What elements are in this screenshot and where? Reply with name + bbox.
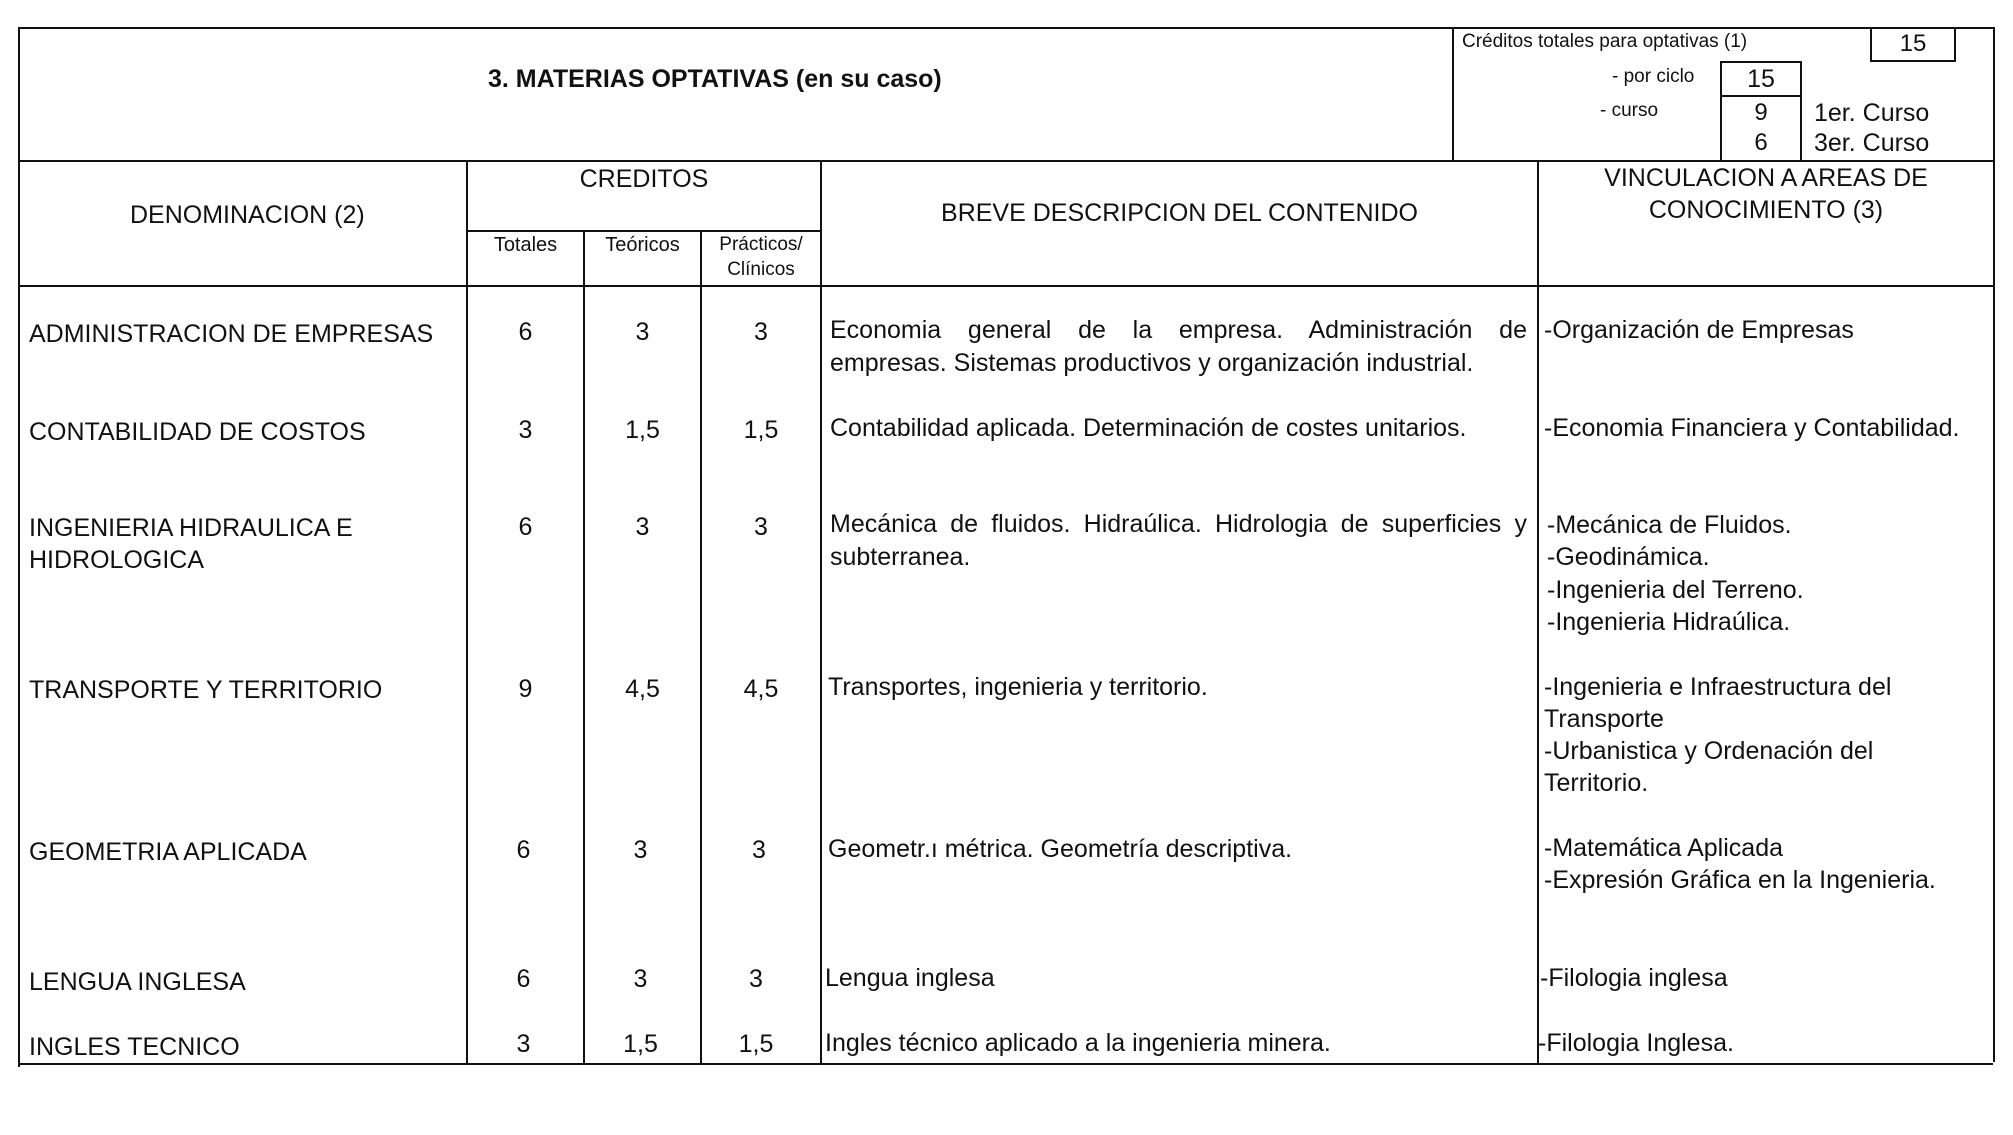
col-divider-4 (820, 160, 822, 1065)
row-6-teoricos: 3 (633, 965, 648, 993)
left-border (18, 27, 20, 1067)
row-1-denominacion: ADMINISTRACION DE EMPRESAS (29, 320, 434, 348)
col-header-clinicos: Clínicos (727, 259, 795, 280)
row-4-area-3: -Urbanistica y Ordenación del (1544, 737, 1874, 765)
col-header-denominacion: DENOMINACION (2) (130, 201, 365, 229)
row-4-totales: 9 (518, 675, 533, 703)
por-ciclo-label: - por ciclo (1612, 66, 1695, 87)
header-divider (1452, 27, 1454, 162)
column-header-bottom-line (18, 285, 1994, 287)
curso-label-1: 1er. Curso (1814, 99, 1930, 127)
row-2-teoricos: 1,5 (625, 416, 660, 444)
creditos-totales-value: 15 (1899, 30, 1927, 57)
row-1-teoricos: 3 (635, 318, 650, 346)
row-5-totales: 6 (516, 836, 531, 864)
row-6-practicos: 3 (749, 965, 763, 993)
por-ciclo-value: 15 (1747, 65, 1775, 93)
curso-value-2: 6 (1754, 129, 1768, 156)
row-6-totales: 6 (516, 965, 531, 993)
row-7-teoricos: 1,5 (623, 1030, 658, 1058)
top-border (18, 27, 1994, 29)
row-4-teoricos: 4,5 (625, 675, 660, 703)
row-7-denominacion: INGLES TECNICO (29, 1033, 240, 1061)
row-1-totales: 6 (518, 318, 533, 346)
row-4-denominacion: TRANSPORTE Y TERRITORIO (29, 676, 383, 704)
row-4-area-2: Transporte (1544, 705, 1664, 733)
creditos-totales-label: Créditos totales para optativas (1) (1462, 31, 1748, 52)
row-3-area-4: -Ingenieria Hidraúlica. (1547, 608, 1791, 636)
row-3-area-2: -Geodinámica. (1547, 543, 1710, 571)
row-5-teoricos: 3 (633, 836, 648, 864)
row-2-descripcion: Contabilidad aplicada. Determinación de costes unitarios. (830, 414, 1467, 442)
col-header-vinculacion-1: VINCULACION A AREAS DE (1604, 164, 1928, 192)
col-divider-1 (466, 160, 468, 1065)
row-2-totales: 3 (518, 416, 533, 444)
col-header-teoricos: Teóricos (605, 234, 680, 256)
curso-value-1: 9 (1754, 99, 1768, 126)
col-header-creditos: CREDITOS (579, 165, 709, 193)
row-3-descripcion: Mecánica de fluidos. Hidraúlica. Hidrologia de superficies y subterranea. (830, 510, 1527, 571)
row-3-denominacion: INGENIERIA HIDRAULICA E HIDROLOGICA (29, 514, 353, 574)
row-4-practicos: 4,5 (743, 675, 779, 703)
row-3-totales: 6 (518, 513, 533, 541)
row-5-practicos: 3 (752, 836, 766, 864)
row-5-area-2: -Expresión Gráfica en la Ingenieria. (1544, 866, 1936, 894)
row-1-area-1: -Organización de Empresas (1544, 316, 1854, 344)
col-header-vinculacion-2: CONOCIMIENTO (3) (1648, 196, 1884, 224)
row-3-teoricos: 3 (635, 513, 650, 541)
row-6-denominacion: LENGUA INGLESA (29, 968, 246, 996)
row-6-descripcion: Lengua inglesa (825, 964, 995, 992)
row-3-practicos: 3 (754, 513, 768, 541)
col-divider-2 (583, 232, 585, 1065)
section-title: 3. MATERIAS OPTATIVAS (en su caso) (488, 65, 942, 93)
row-7-totales: 3 (516, 1030, 531, 1058)
col-header-descripcion: BREVE DESCRIPCION DEL CONTENIDO (941, 199, 1418, 227)
col-header-practicos: Prácticos/ (719, 234, 803, 255)
row-5-denominacion: GEOMETRIA APLICADA (29, 838, 307, 866)
row-7-descripcion: Ingles técnico aplicado a la ingenieria minera. (825, 1029, 1331, 1057)
col-header-totales: Totales (493, 234, 558, 256)
right-border (1993, 27, 1995, 1062)
header-bottom-line (18, 160, 1994, 162)
row-7-practicos: 1,5 (738, 1030, 774, 1058)
creditos-sub-line (466, 230, 822, 232)
row-4-descripcion: Transportes, ingenieria y territorio. (828, 673, 1208, 701)
row-3-area-3: -Ingenieria del Terreno. (1547, 576, 1804, 604)
row-3-area-1: -Mecánica de Fluidos. (1547, 511, 1792, 539)
table-bottom-line (18, 1063, 1993, 1065)
row-6-area-1: -Filologia inglesa (1540, 964, 1728, 992)
row-7-area-1: -Filologia Inglesa. (1538, 1029, 1734, 1057)
curso-label-2: 3er. Curso (1814, 129, 1930, 157)
row-1-descripcion: Economia general de la empresa. Administración de empresas. Sistemas productivos y organización industrial. (830, 316, 1527, 377)
row-5-area-1: -Matemática Aplicada (1544, 834, 1784, 862)
col-divider-5 (1537, 160, 1539, 1065)
row-5-descripcion: Geometr.ı métrica. Geometría descriptiva. (828, 835, 1293, 863)
row-4-area-1: -Ingenieria e Infraestructura del (1544, 673, 1892, 701)
row-2-practicos: 1,5 (743, 416, 779, 444)
row-2-area-1: -Economia Financiera y Contabilidad. (1544, 414, 1960, 442)
curso-label: - curso (1600, 100, 1659, 121)
col-divider-3 (700, 232, 702, 1065)
row-4-area-4: Territorio. (1544, 769, 1649, 797)
row-2-denominacion: CONTABILIDAD DE COSTOS (29, 418, 366, 446)
row-1-practicos: 3 (754, 318, 768, 346)
